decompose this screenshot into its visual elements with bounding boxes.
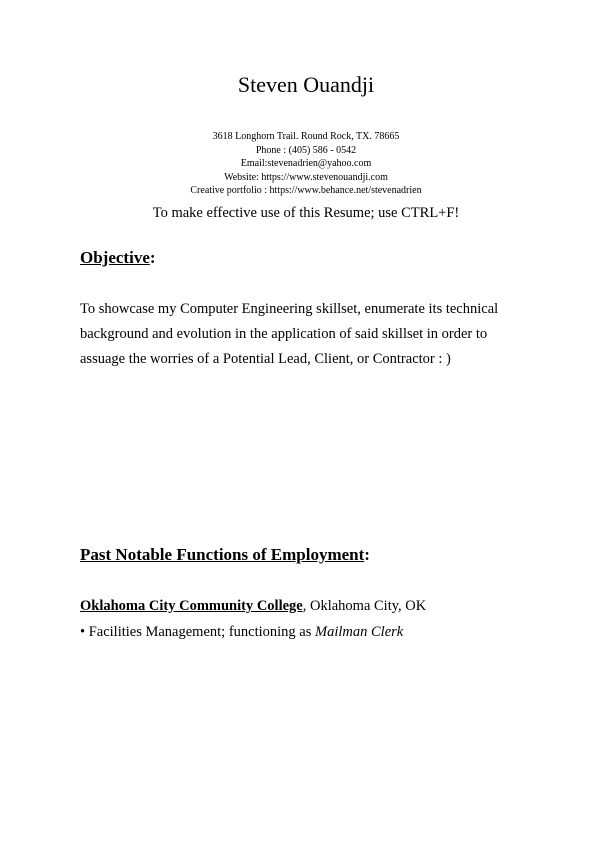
employment-entry-bullet [80,622,612,642]
objective-heading-text: Objective [80,247,150,267]
employment-bullet-text: • Facilities Management; functioning as [80,623,316,640]
employment-org-location: , Oklahoma City, OK [302,597,427,614]
contact-address: 3618 Longhorn Trail. Round Rock, TX. 78665 [212,131,400,142]
contact-block [0,130,612,198]
objective-heading [80,247,612,269]
employment-heading-colon: : [364,544,370,564]
contact-website: Website: https://www.stevenouandji.com [224,171,388,183]
contact-phone: Phone : (405) 586 - 0542 [255,144,357,156]
contact-email: Email:stevenadrien@yahoo.com [240,158,372,169]
objective-heading-colon: : [149,247,156,267]
resume-usage-tip: To make effective use of this Resume; use CTRL+F! [152,204,460,221]
contact-portfolio: Creative portfolio : https://www.behance.net/stevenadrien [190,185,422,196]
resume-page [0,72,612,864]
employment-entry-org-line [80,596,612,616]
employment-heading [80,544,612,566]
employment-org-name: Oklahoma City Community College [80,597,303,614]
employment-bullet-role: Mailman Clerk [315,623,404,640]
employment-heading-text: Past Notable Functions of Employment [80,544,365,564]
objective-body: To showcase my Computer Engineering skillset, enumerate its technical background and evolution in the application of said skillset in order to assuage the worries of a Potential Lead, Client, or Contractor : ) [80,300,499,367]
page-title: Steven Ouandji [237,72,375,97]
